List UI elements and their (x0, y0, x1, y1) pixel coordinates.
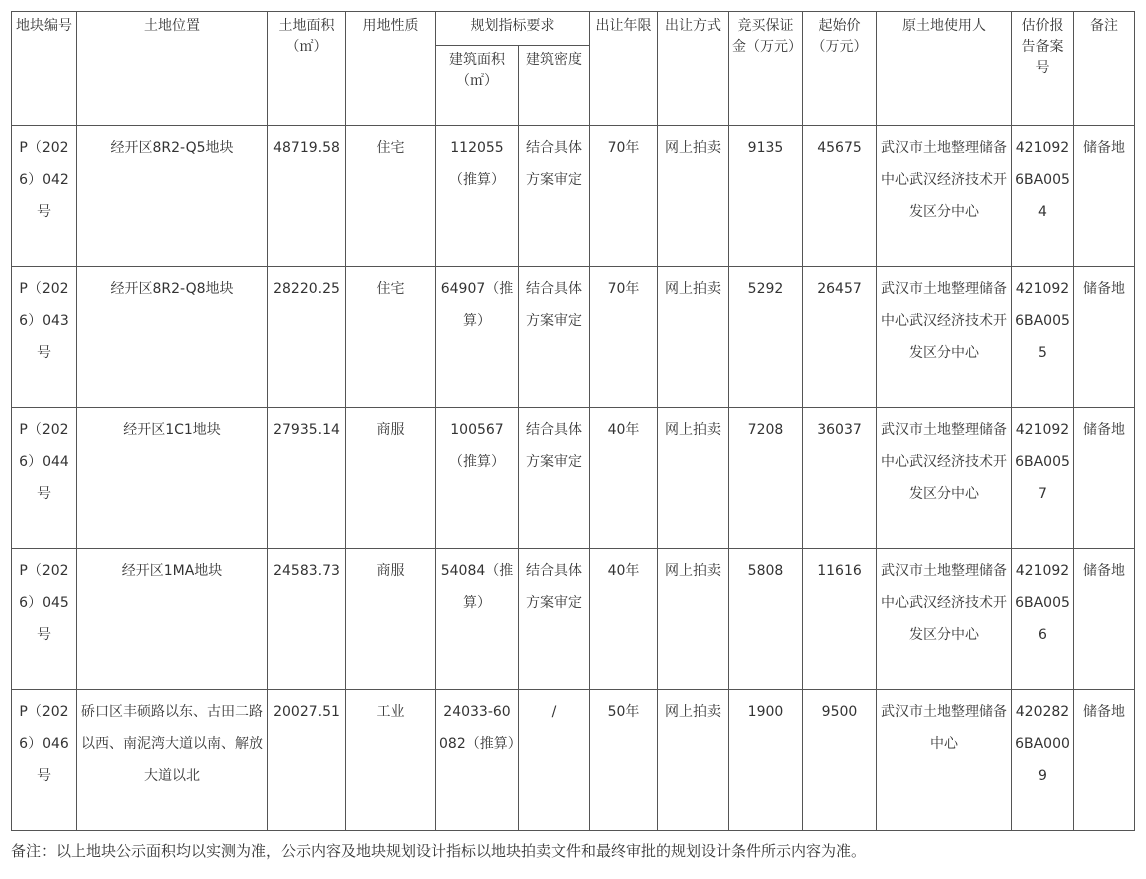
cell-method: 网上拍卖 (658, 690, 729, 831)
cell-area: 28220.25 (268, 267, 346, 408)
cell-start-price: 36037 (803, 408, 877, 549)
cell-original-user: 武汉市土地整理储备中心 (877, 690, 1012, 831)
header-appraisal-no: 估价报告备案号 (1012, 12, 1074, 126)
cell-term: 40年 (590, 549, 658, 690)
footnote: 备注：以上地块公示面积均以实测为准，公示内容及地块规划设计指标以地块拍卖文件和最终审批的规划设计条件所示内容为准。 (11, 842, 867, 860)
header-land-use: 用地性质 (346, 12, 436, 126)
cell-parcel-no: P（2026）045号 (12, 549, 77, 690)
cell-term: 50年 (590, 690, 658, 831)
header-building-density: 建筑密度 (519, 46, 590, 126)
cell-location: 硚口区丰硕路以东、古田二路以西、南泥湾大道以南、解放大道以北 (77, 690, 268, 831)
cell-land-use: 商服 (346, 408, 436, 549)
cell-remark: 储备地 (1074, 549, 1135, 690)
cell-start-price: 45675 (803, 126, 877, 267)
table-row (12, 690, 1135, 831)
cell-appraisal-no: 4210926BA0056 (1012, 549, 1074, 690)
header-start-price: 起始价（万元） (803, 12, 877, 126)
cell-deposit: 7208 (729, 408, 803, 549)
header-parcel-no: 地块编号 (12, 12, 77, 126)
cell-land-use: 工业 (346, 690, 436, 831)
cell-land-use: 住宅 (346, 126, 436, 267)
cell-parcel-no: P（2026）043号 (12, 267, 77, 408)
cell-parcel-no: P（2026）044号 (12, 408, 77, 549)
cell-deposit: 5808 (729, 549, 803, 690)
cell-start-price: 11616 (803, 549, 877, 690)
cell-start-price: 9500 (803, 690, 877, 831)
cell-remark: 储备地 (1074, 126, 1135, 267)
cell-area: 24583.73 (268, 549, 346, 690)
cell-building-density: / (519, 690, 590, 831)
table-row (12, 267, 1135, 408)
cell-area: 48719.58 (268, 126, 346, 267)
land-parcel-table (11, 11, 1135, 831)
cell-location: 经开区8R2-Q8地块 (77, 267, 268, 408)
cell-appraisal-no: 4202826BA0009 (1012, 690, 1074, 831)
cell-original-user: 武汉市土地整理储备中心武汉经济技术开发区分中心 (877, 267, 1012, 408)
table-row (12, 408, 1135, 549)
cell-original-user: 武汉市土地整理储备中心武汉经济技术开发区分中心 (877, 126, 1012, 267)
cell-land-use: 住宅 (346, 267, 436, 408)
cell-area: 27935.14 (268, 408, 346, 549)
cell-building-area: 100567（推算） (436, 408, 519, 549)
cell-appraisal-no: 4210926BA0055 (1012, 267, 1074, 408)
header-deposit: 竞买保证金（万元） (729, 12, 803, 126)
table-row (12, 126, 1135, 267)
header-row (12, 12, 1135, 46)
cell-parcel-no: P（2026）046号 (12, 690, 77, 831)
cell-building-area: 54084（推算） (436, 549, 519, 690)
cell-building-area: 112055（推算） (436, 126, 519, 267)
cell-original-user: 武汉市土地整理储备中心武汉经济技术开发区分中心 (877, 408, 1012, 549)
cell-remark: 储备地 (1074, 690, 1135, 831)
cell-building-density: 结合具体方案审定 (519, 267, 590, 408)
header-method: 出让方式 (658, 12, 729, 126)
cell-building-density: 结合具体方案审定 (519, 549, 590, 690)
cell-deposit: 1900 (729, 690, 803, 831)
header-area: 土地面积（㎡） (268, 12, 346, 126)
header-term: 出让年限 (590, 12, 658, 126)
cell-building-area: 64907（推算） (436, 267, 519, 408)
cell-building-density: 结合具体方案审定 (519, 408, 590, 549)
header-building-area: 建筑面积（㎡） (436, 46, 519, 126)
cell-deposit: 5292 (729, 267, 803, 408)
cell-remark: 储备地 (1074, 267, 1135, 408)
cell-method: 网上拍卖 (658, 408, 729, 549)
cell-original-user: 武汉市土地整理储备中心武汉经济技术开发区分中心 (877, 549, 1012, 690)
cell-start-price: 26457 (803, 267, 877, 408)
cell-parcel-no: P（2026）042号 (12, 126, 77, 267)
cell-location: 经开区8R2-Q5地块 (77, 126, 268, 267)
cell-building-density: 结合具体方案审定 (519, 126, 590, 267)
cell-term: 70年 (590, 126, 658, 267)
cell-appraisal-no: 4210926BA0054 (1012, 126, 1074, 267)
cell-term: 70年 (590, 267, 658, 408)
cell-land-use: 商服 (346, 549, 436, 690)
header-planning: 规划指标要求 (436, 12, 590, 46)
table-row (12, 549, 1135, 690)
cell-method: 网上拍卖 (658, 267, 729, 408)
header-location: 土地位置 (77, 12, 268, 126)
cell-method: 网上拍卖 (658, 126, 729, 267)
cell-location: 经开区1MA地块 (77, 549, 268, 690)
cell-building-area: 24033-60082（推算） (436, 690, 519, 831)
cell-location: 经开区1C1地块 (77, 408, 268, 549)
cell-appraisal-no: 4210926BA0057 (1012, 408, 1074, 549)
cell-remark: 储备地 (1074, 408, 1135, 549)
land-table-container (11, 11, 1135, 831)
cell-deposit: 9135 (729, 126, 803, 267)
cell-area: 20027.51 (268, 690, 346, 831)
cell-term: 40年 (590, 408, 658, 549)
header-original-user: 原土地使用人 (877, 12, 1012, 126)
header-remark: 备注 (1074, 12, 1135, 126)
cell-method: 网上拍卖 (658, 549, 729, 690)
